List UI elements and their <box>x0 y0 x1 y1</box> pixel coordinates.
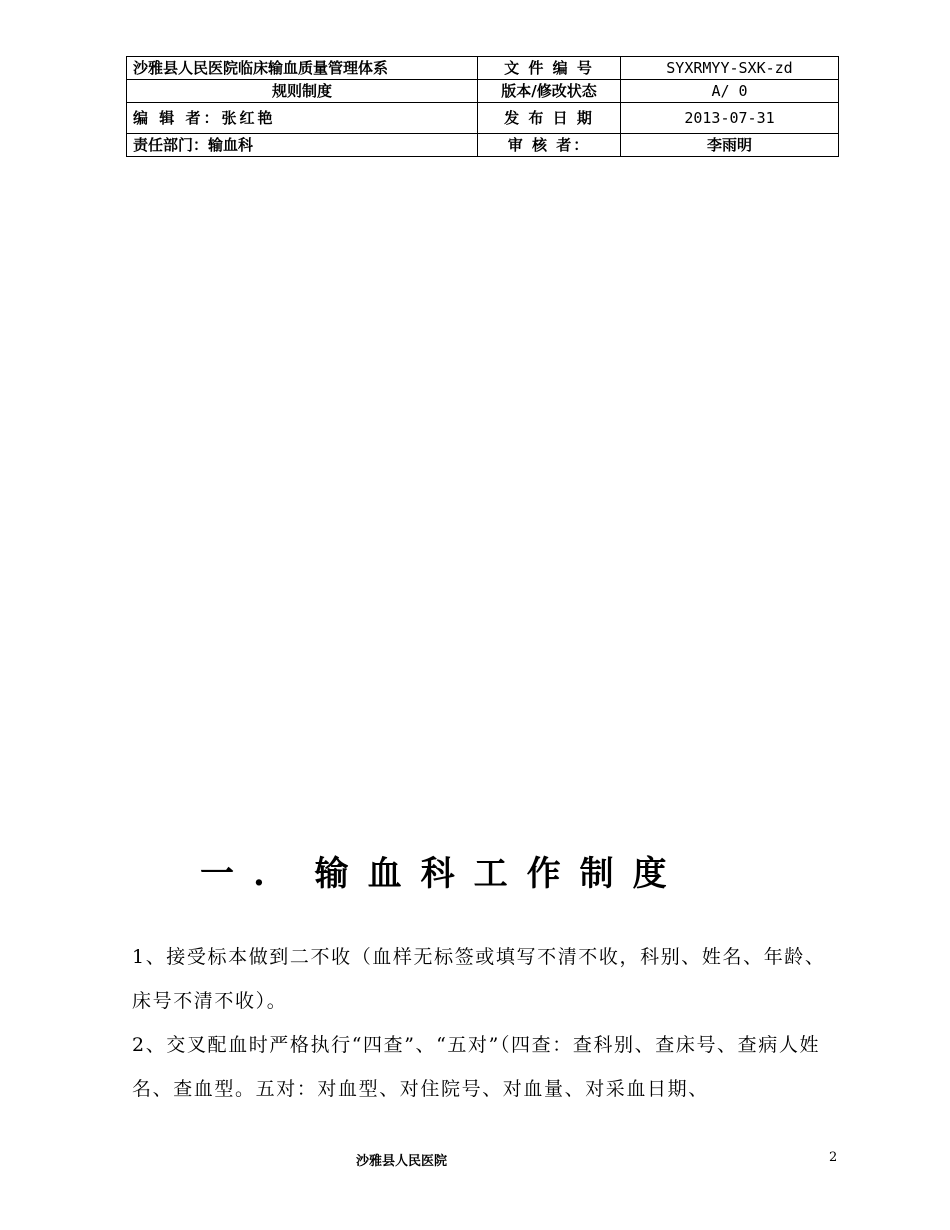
date-label: 发 布 日 期 <box>478 103 621 134</box>
footer-page-number: 2 <box>829 1150 838 1165</box>
header-row-1 <box>127 57 839 80</box>
section-title: 一. 输血科工作制度 <box>200 854 686 894</box>
department-field: 责任部门：输血科 <box>127 134 478 157</box>
version-value: A/ 0 <box>621 80 839 103</box>
paragraph-2: 2、交叉配血时严格执行“四查”、“五对”（四查：查科别、查床号、查病人姓名、查血型。五对：对血型、对住院号、对血量、对采血日期、 <box>132 1034 821 1100</box>
paragraph-1: 1、接受标本做到二不收（血样无标签或填写不清不收，科别、姓名、年龄、床号不清不收）。 <box>132 946 826 1012</box>
header-row-4 <box>127 134 839 157</box>
reviewer-label: 审 核 者： <box>478 134 621 157</box>
date-value: 2013-07-31 <box>621 103 839 134</box>
document-header-table <box>126 56 839 157</box>
header-row-2 <box>127 80 839 103</box>
header-title-line2: 规则制度 <box>127 80 478 103</box>
header-title-line1: 沙雅县人民医院临床输血质量管理体系 <box>127 57 478 80</box>
footer-hospital-name: 沙雅县人民医院 <box>356 1154 448 1169</box>
editor-field: 编 辑 者：张红艳 <box>127 103 478 134</box>
header-row-3 <box>127 103 839 134</box>
reviewer-value: 李雨明 <box>621 134 839 157</box>
body-text <box>132 935 844 1111</box>
doc-number-value: SYXRMYY-SXK-zd <box>621 57 839 80</box>
doc-number-label: 文 件 编 号 <box>478 57 621 80</box>
version-label: 版本/修改状态 <box>478 80 621 103</box>
